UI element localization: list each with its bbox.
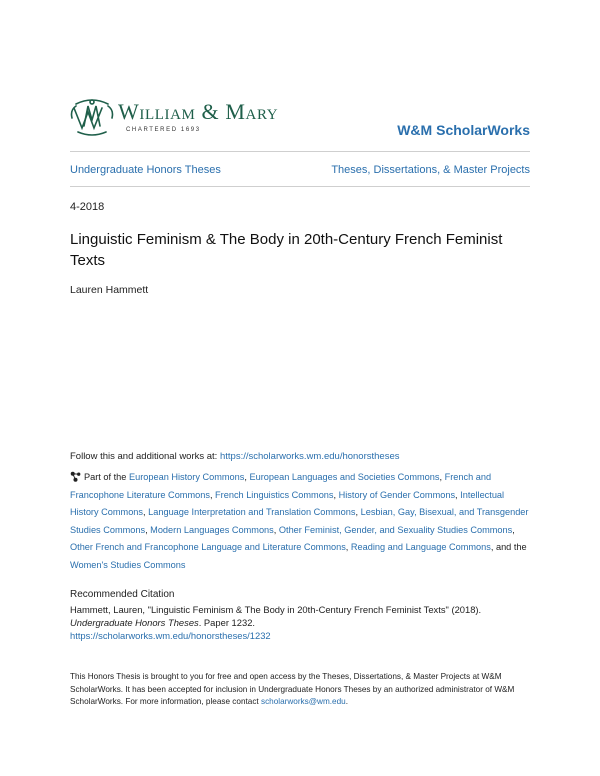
discipline-separator: ,: [145, 524, 151, 535]
discipline-separator: ,: [439, 472, 445, 482]
discipline-link[interactable]: Reading and Language Commons: [350, 542, 491, 552]
discipline-link[interactable]: Modern Languages Commons: [150, 524, 274, 535]
discipline-link[interactable]: French and Francophone Literature Commons: [70, 472, 492, 500]
part-of-prefix: Part of the: [84, 472, 129, 482]
logo-wordmark: William & Mary: [118, 99, 279, 124]
discipline-link[interactable]: European History Commons: [128, 472, 245, 482]
citation-text: Hammett, Lauren, "Linguistic Feminism & The Body in 20th-Century French Feminist Texts" (2018).: [70, 604, 482, 615]
collection-link-theses-dissertations[interactable]: Theses, Dissertations, & Master Projects: [331, 164, 530, 176]
discipline-separator: ,: [244, 472, 250, 482]
recommended-citation-heading: Recommended Citation: [70, 589, 175, 600]
discipline-separator: ,: [333, 489, 339, 500]
collection-link-honors-theses[interactable]: Undergraduate Honors Theses: [70, 164, 221, 176]
citation-series-title: Undergraduate Honors Theses: [70, 617, 199, 628]
access-statement: [70, 671, 540, 709]
document-title: Linguistic Feminism & The Body in 20th-Century French Feminist Texts: [70, 231, 503, 269]
citation-url-link[interactable]: https://scholarworks.wm.edu/honorstheses/1232: [70, 630, 271, 641]
divider-top: [70, 151, 530, 152]
discipline-separator: ,: [355, 507, 361, 517]
follow-url-link[interactable]: https://scholarworks.wm.edu/honorstheses: [219, 451, 400, 462]
part-of-disciplines: [70, 469, 532, 574]
discipline-separator: ,: [455, 489, 461, 500]
scholarworks-brand[interactable]: W&M ScholarWorks: [397, 122, 530, 138]
header: [70, 96, 530, 142]
discipline-link[interactable]: Women's Studies Commons: [70, 559, 186, 570]
author-name: Lauren Hammett: [70, 284, 149, 296]
discipline-separator: ,: [273, 524, 279, 535]
cypher-logo-icon: [70, 98, 114, 138]
publication-date: 4-2018: [70, 201, 105, 213]
citation-paper-number: . Paper 1232.: [198, 617, 256, 628]
discipline-link[interactable]: Language Interpretation and Translation Commons: [148, 507, 356, 517]
discipline-link[interactable]: Other French and Francophone Language and Literature Commons: [70, 542, 346, 552]
citation-series: [70, 616, 530, 629]
contact-email-link[interactable]: scholarworks@wm.edu: [260, 697, 346, 706]
access-end: .: [345, 697, 349, 706]
network-icon: [70, 471, 81, 482]
recommended-citation: [70, 603, 530, 642]
discipline-separator: ,: [345, 542, 351, 552]
discipline-link[interactable]: European Languages and Societies Commons: [249, 472, 440, 482]
discipline-link[interactable]: Intellectual History Commons: [70, 489, 505, 517]
discipline-link[interactable]: French Linguistics Commons: [215, 489, 334, 500]
discipline-separator: ,: [512, 524, 515, 535]
follow-text: Follow this and additional works at:: [70, 451, 220, 462]
logo-chartered: CHARTERED 1693: [126, 127, 201, 133]
discipline-link[interactable]: Lesbian, Gay, Bisexual, and Transgender Studies Commons: [70, 507, 529, 535]
access-text: This Honors Thesis is brought to you for free and open access by the Theses, Dissertations, & Master Projects at W&M ScholarWorks. It has been accepted for inclusion in Undergraduate Honors Theses by an authorized administrator of W&M ScholarWorks. For more information, please contact: [70, 672, 515, 706]
discipline-separator: ,: [143, 507, 149, 517]
follow-line: [70, 451, 400, 462]
discipline-links: [70, 472, 528, 570]
william-mary-logo[interactable]: [70, 96, 300, 142]
discipline-separator: , and the: [490, 542, 527, 552]
discipline-link[interactable]: Other Feminist, Gender, and Sexuality Studies Commons: [278, 524, 513, 535]
divider-bottom: [70, 186, 530, 187]
discipline-separator: ,: [209, 489, 216, 500]
discipline-link[interactable]: History of Gender Commons: [338, 489, 456, 500]
